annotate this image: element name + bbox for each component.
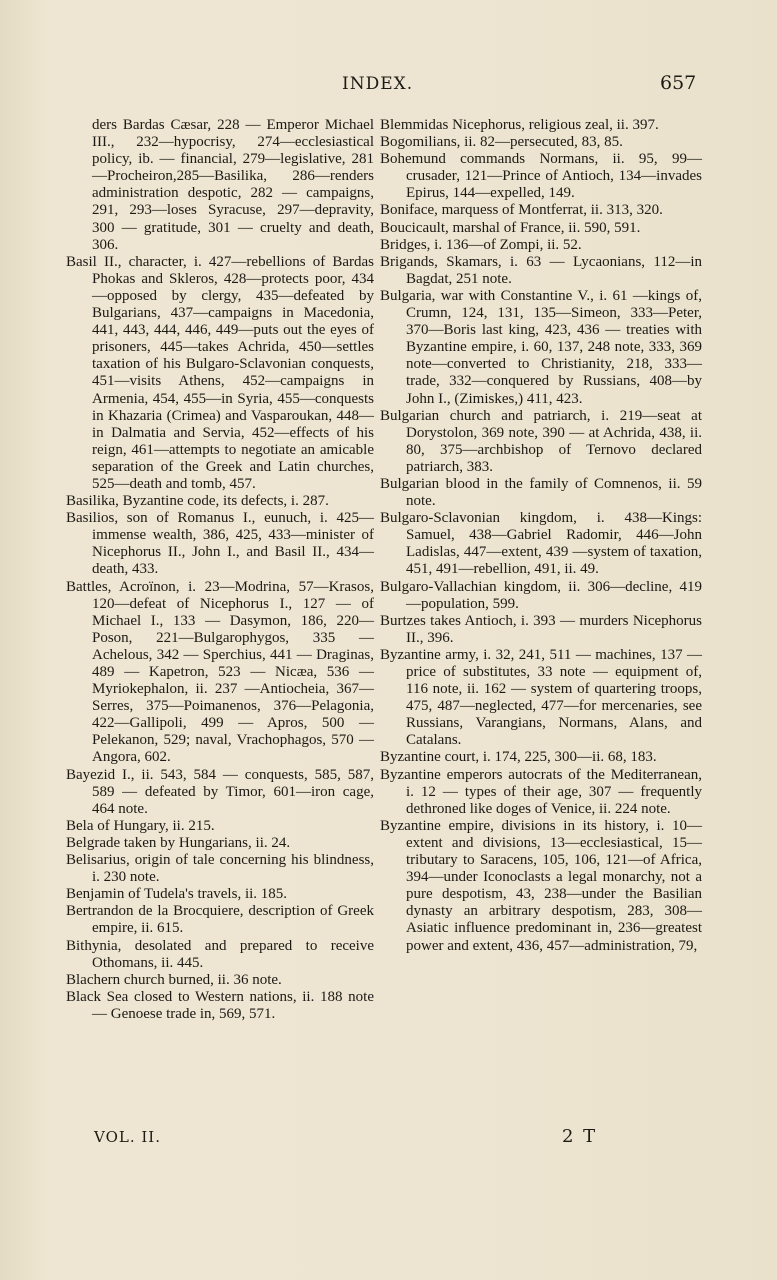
index-entry-continuation: ders Bardas Cæsar, 228 — Emperor Michael III., 232—hypocrisy, 274—ecclesiastical policy, ib. — financial, 279—legislative, 281—Procheiron,285—Basilika, 286—renders administration despotic, 282 — campaigns, 291, 293—loses Syracuse, 297—depravity, 300 — gratitude, 301 — cruelty and death, 306. [92, 117, 374, 253]
index-entry: Byzantine army, i. 32, 241, 511 — machines, 137 — price of substitutes, 33 note — equipment of, 116 note, ii. 162 — system of quartering troops, 475, 487—neglected, 477—for mercenaries, see Russians, Varangians, Normans, Alans, and Catalans. [380, 646, 702, 749]
index-entry: Byzantine empire, divisions in its history, i. 10—extent and divisions, 13—ecclesiastical, 15—tributary to Saracens, 105, 106, 121—of Africa, 394—under Iconoclasts a legal monarchy, not a pure despotism, 43, 238—under the Basilian dynasty an arbitrary despotism, 283, 308—Asiatic influence predominant in, 236—greatest power and extent, 436, 457—administration, 79, [380, 817, 702, 954]
index-entry: Benjamin of Tudela's travels, ii. 185. [66, 886, 288, 903]
index-entry: Brigands, Skamars, i. 63 — Lycaonians, 112—in Bagdat, 251 note. [380, 253, 702, 287]
index-entry: Bertrandon de la Brocquiere, description of Greek empire, ii. 615. [66, 903, 374, 937]
index-entry: Basilika, Byzantine code, its defects, i. 287. [66, 493, 329, 510]
left-index-column [66, 117, 374, 1023]
index-entry: Bohemund commands Normans, ii. 95, 99—crusader, 121—Prince of Antioch, 134—invades Epirus, 144—expelled, 149. [380, 151, 702, 202]
index-entry: Bithynia, desolated and prepared to receive Othomans, ii. 445. [66, 937, 374, 971]
index-entry: Belisarius, origin of tale concerning his blindness, i. 230 note. [66, 852, 374, 886]
index-entry: Bulgaria, war with Constantine V., i. 61 —kings of, Crumn, 124, 131, 135—Simeon, 333—Peter, 370—Boris last king, 423, 436 — treaties with Byzantine empire, i. 60, 137, 248 note, 333, 369 note—converted to Christianity, 218, 333—trade, 332—conquered by Russians, 408—by John I., (Zimiskes,) 411, 423. [380, 287, 702, 407]
index-entry: Belgrade taken by Hungarians, ii. 24. [66, 834, 291, 851]
index-entry: Basil II., character, i. 427—rebellions of Bardas Phokas and Skleros, 428—protects poor, 434—opposed by clergy, 435—defeated by Bulgarians, 437—campaigns in Macedonia, 441, 443, 444, 446, 449—puts out the eyes of prisoners, 445—takes Achrida, 450—settles taxation of his Bulgaro-Sclavonian conquests, 451—visits Athens, 452—campaigns in Armenia, 454, 455—in Syria, 455—conquests in Khazaria (Crimea) and Vasparoukan, 448—in Dalmatia and Servia, 452—effects of his reign, 461—attempts to negotiate an amicable separation of the Greek and Latin churches, 525—death and tomb, 457. [66, 253, 374, 492]
volume-label: VOL. II. [94, 1128, 161, 1146]
index-entry: Black Sea closed to Western nations, ii. 188 note — Genoese trade in, 569, 571. [66, 988, 374, 1022]
running-head [0, 72, 777, 98]
index-entry: Blachern church burned, ii. 36 note. [66, 971, 282, 988]
index-entry: Battles, Acroïnon, i. 23—Modrina, 57—Krasos, 120—defeat of Nicephorus I., 127 — of Michael I., 133 — Dasymon, 186, 220—Poson, 221—Bulgarophygos, 335 — Achelous, 342 — Sperchius, 441 — Draginas, 489 — Kapetron, 523 — Nicæa, 536 — Myriokephalon, ii. 237 —Antiocheia, 367—Serres, 375—Poimanenos, 376—Pelagonia, 422—Gallipoli, 499 — Apros, 500 — Pelekanon, 529; naval, Vrachophagos, 570 — Angora, 602. [66, 578, 374, 766]
index-entry: Boucicault, marshal of France, ii. 590, 591. [380, 219, 641, 236]
signature-mark: 2 T [562, 1126, 598, 1147]
page-title: INDEX. [342, 74, 414, 94]
index-entry: Bela of Hungary, ii. 215. [66, 817, 215, 834]
index-entry: Bulgaro-Sclavonian kingdom, i. 438—Kings: Samuel, 438—Gabriel Radomir, 446—John Ladislas, 447—extent, 439 —system of taxation, 451, 491—rebellion, 491, ii. 49. [380, 510, 702, 578]
index-entry: Byzantine emperors autocrats of the Mediterranean, i. 12 — types of their age, 307 — frequently dethroned like doges of Venice, ii. 224 note. [380, 766, 702, 817]
right-index-column [380, 117, 702, 955]
index-entry: Boniface, marquess of Montferrat, ii. 313, 320. [380, 202, 663, 219]
index-entry: Bulgaro-Vallachian kingdom, ii. 306—decline, 419—population, 599. [380, 578, 702, 612]
index-entry: Blemmidas Nicephorus, religious zeal, ii. 397. [380, 117, 659, 133]
page-number: 657 [660, 72, 697, 94]
index-entry: Bayezid I., ii. 543, 584 — conquests, 585, 587, 589 — defeated by Timor, 601—iron cage, 464 note. [66, 766, 374, 817]
index-entry: Bulgarian church and patriarch, i. 219—seat at Dorystolon, 369 note, 390 — at Achrida, 438, ii. 80, 375—archbishop of Ternovo declared patriarch, 383. [380, 407, 702, 475]
index-entry: Bridges, i. 136—of Zompi, ii. 52. [380, 236, 582, 253]
index-entry: Bogomilians, ii. 82—persecuted, 83, 85. [380, 134, 623, 151]
page-footer [0, 1126, 777, 1150]
index-entry: Basilios, son of Romanus I., eunuch, i. 425—immense wealth, 386, 425, 433—minister of Nicephorus II., John I., and Basil II., 434—death, 433. [66, 510, 374, 578]
index-entry: Burtzes takes Antioch, i. 393 — murders Nicephorus II., 396. [380, 612, 702, 646]
index-entry: Byzantine court, i. 174, 225, 300—ii. 68, 183. [380, 749, 657, 766]
index-entry: Bulgarian blood in the family of Comnenos, ii. 59 note. [380, 475, 702, 510]
